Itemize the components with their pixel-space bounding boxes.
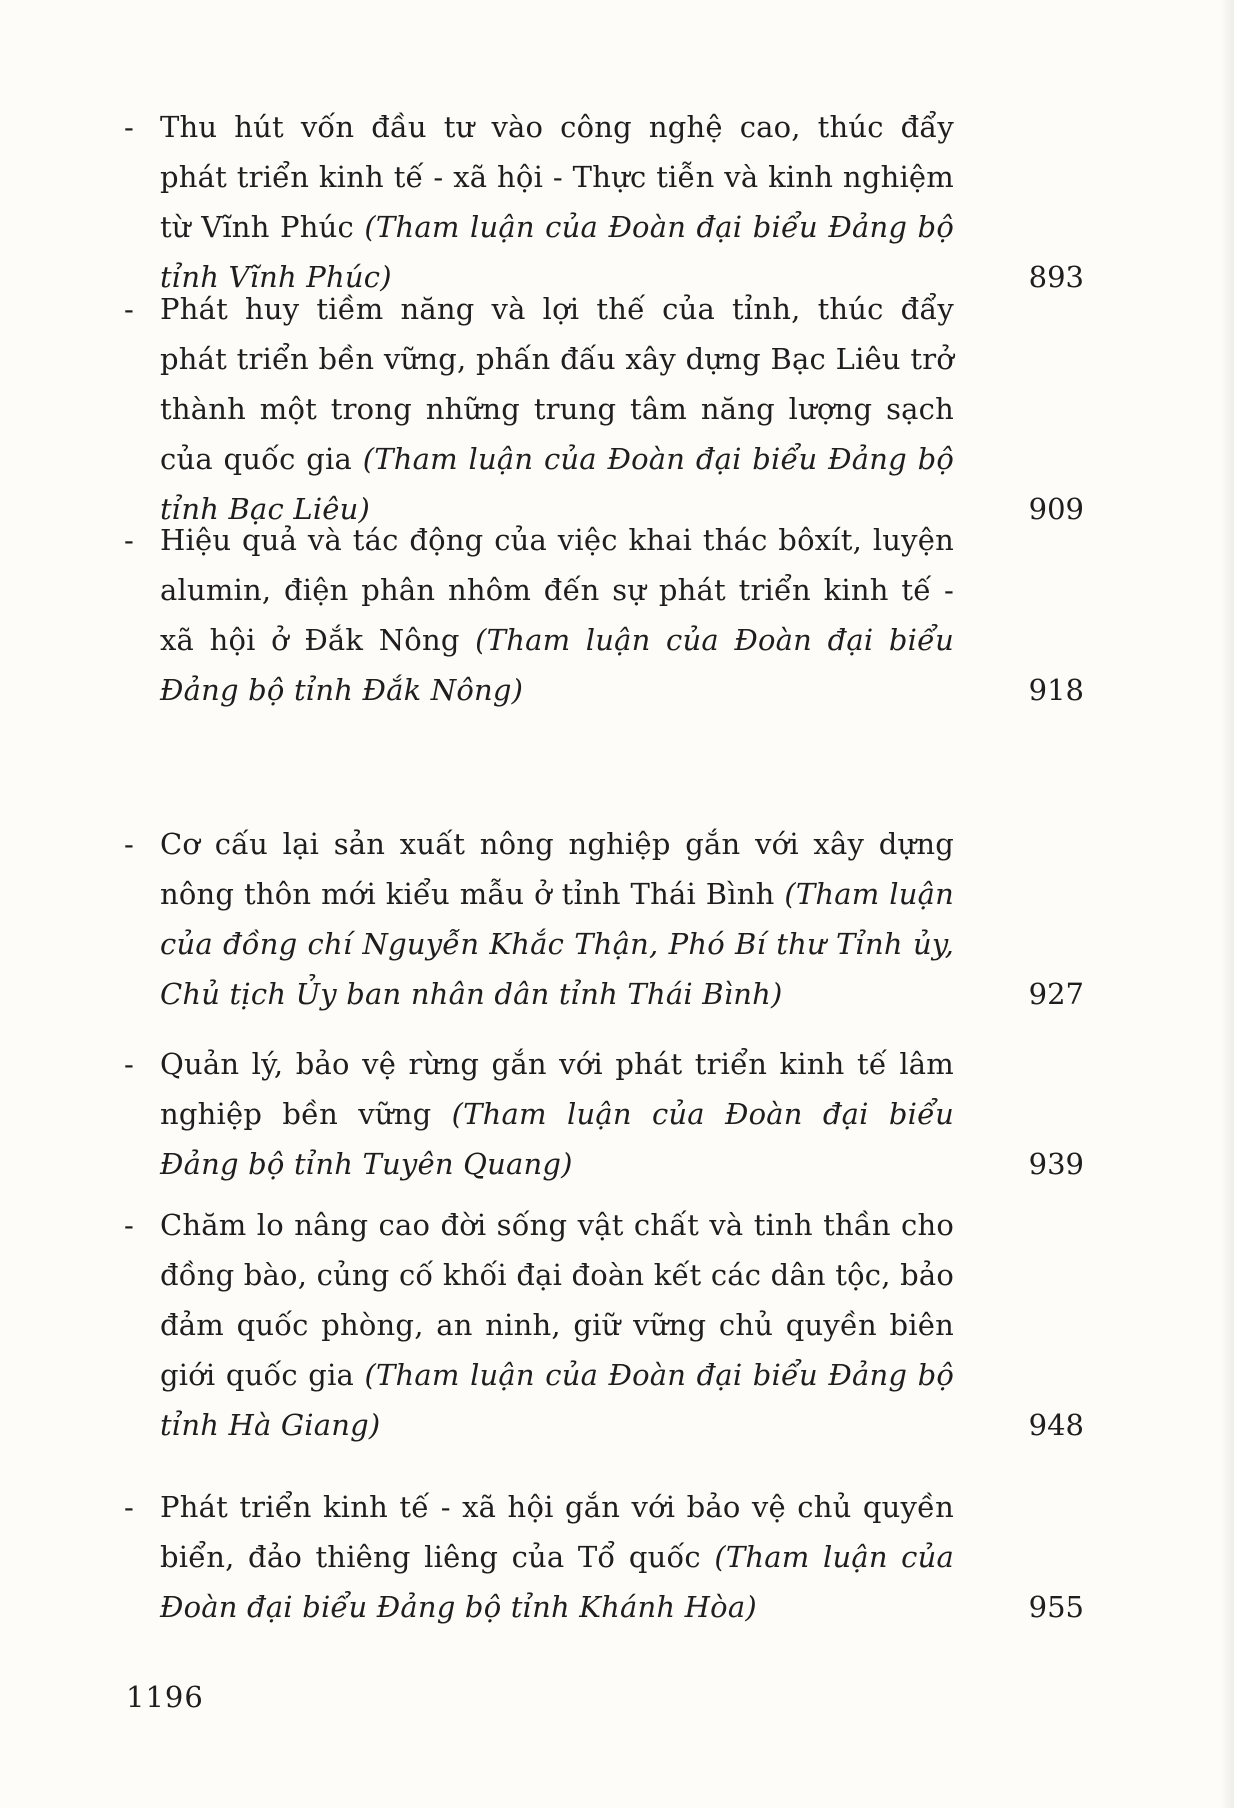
toc-entry-3 — [124, 515, 1084, 715]
entry-page-number: 918 — [1028, 673, 1084, 707]
entry-note: (Tham luận của Đoàn đại biểu Đảng bộ tỉnh Đắk Nông) — [160, 623, 954, 707]
entry-page-number: 927 — [1028, 977, 1084, 1011]
entry-dash: - — [124, 1208, 134, 1242]
entry-note: (Tham luận của Đoàn đại biểu Đảng bộ tỉnh Bạc Liêu) — [160, 442, 954, 526]
toc-entry-7 — [124, 1482, 1084, 1632]
entry-text: Thu hút vốn đầu tư vào công nghệ cao, thúc đẩy phát triển kinh tế - xã hội - Thực tiễn và kinh nghiệm từ Vĩnh Phúc — [160, 110, 954, 244]
entry-note: (Tham luận của đồng chí Nguyễn Khắc Thận, Phó Bí thư Tỉnh ủy, Chủ tịch Ủy ban nhân dân tỉnh Thái Bình) — [160, 877, 954, 1011]
entry-note: (Tham luận của Đoàn đại biểu Đảng bộ tỉnh Tuyên Quang) — [160, 1097, 954, 1181]
entry-dash: - — [124, 110, 134, 144]
page-edge-shadow — [1220, 0, 1234, 1808]
entry-dash: - — [124, 292, 134, 326]
page-folio-number: 1196 — [126, 1680, 204, 1714]
entry-dash: - — [124, 1047, 134, 1081]
entry-text: Phát triển kinh tế - xã hội gắn với bảo vệ chủ quyền biển, đảo thiêng liêng của Tổ quốc — [160, 1490, 954, 1574]
entry-note: (Tham luận của Đoàn đại biểu Đảng bộ tỉnh Khánh Hòa) — [160, 1540, 954, 1624]
entry-text: Hiệu quả và tác động của việc khai thác bôxít, luyện alumin, điện phân nhôm đến sự phát triển kinh tế - xã hội ở Đắk Nông — [160, 523, 954, 657]
entry-text: Cơ cấu lại sản xuất nông nghiệp gắn với xây dựng nông thôn mới kiểu mẫu ở tỉnh Thái Bình — [160, 827, 954, 911]
toc-entry-4 — [124, 819, 1084, 1019]
entry-text: Chăm lo nâng cao đời sống vật chất và tinh thần cho đồng bào, củng cố khối đại đoàn kết các dân tộc, bảo đảm quốc phòng, an ninh, giữ vững chủ quyền biên giới quốc gia — [160, 1208, 954, 1392]
toc-entry-6 — [124, 1200, 1084, 1450]
entry-page-number: 955 — [1028, 1590, 1084, 1624]
entry-text: Phát huy tiềm năng và lợi thế của tỉnh, thúc đẩy phát triển bền vững, phấn đấu xây dựng Bạc Liêu trở thành một trong những trung tâm năng lượng sạch của quốc gia — [160, 292, 954, 476]
toc-entry-1 — [124, 102, 1084, 302]
toc-entry-2 — [124, 284, 1084, 534]
entry-title — [160, 819, 954, 1019]
entry-title — [160, 1482, 954, 1632]
entry-dash: - — [124, 1490, 134, 1524]
entry-title — [160, 515, 954, 715]
entry-page-number: 939 — [1028, 1147, 1084, 1181]
entry-title — [160, 1039, 954, 1189]
entry-title — [160, 102, 954, 302]
entry-dash: - — [124, 827, 134, 861]
entry-note: (Tham luận của Đoàn đại biểu Đảng bộ tỉnh Hà Giang) — [160, 1358, 954, 1442]
entry-page-number: 909 — [1028, 492, 1084, 526]
entry-text: Quản lý, bảo vệ rừng gắn với phát triển kinh tế lâm nghiệp bền vững — [160, 1047, 954, 1131]
entry-title — [160, 1200, 954, 1450]
entry-title — [160, 284, 954, 534]
entry-note: (Tham luận của Đoàn đại biểu Đảng bộ tỉnh Vĩnh Phúc) — [160, 210, 954, 294]
entry-page-number: 893 — [1028, 260, 1084, 294]
entry-dash: - — [124, 523, 134, 557]
toc-entry-5 — [124, 1039, 1084, 1189]
entry-page-number: 948 — [1028, 1408, 1084, 1442]
